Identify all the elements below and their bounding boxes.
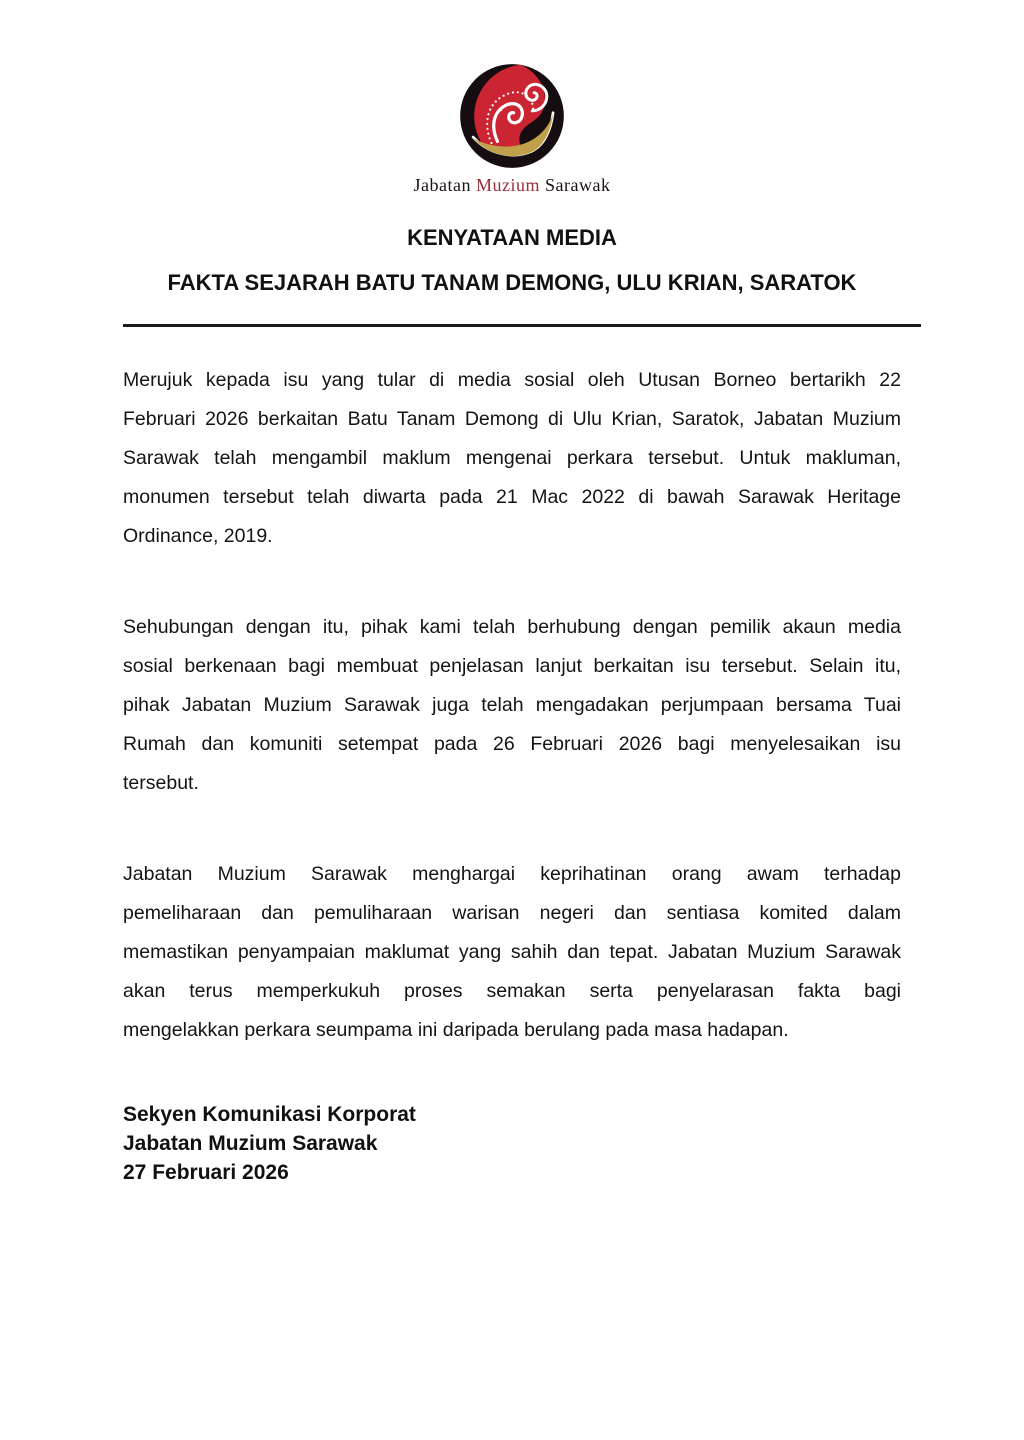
logo-caption-word: Jabatan (413, 175, 471, 195)
signature-line-section: Sekyen Komunikasi Korporat (123, 1103, 416, 1126)
paragraph-line: Februari 2026 berkaitan Batu Tanam Demong di Ulu Krian, Saratok, Jabatan Muzium (123, 408, 901, 430)
signature-line-department: Jabatan Muzium Sarawak (123, 1132, 378, 1155)
paragraph-line: sosial berkenaan bagi membuat penjelasan lanjut berkaitan isu tersebut. Selain itu, (123, 655, 901, 677)
signature-line-date: 27 Februari 2026 (123, 1161, 289, 1184)
logo-caption-word: Sarawak (545, 175, 611, 195)
document-subtitle: FAKTA SEJARAH BATU TANAM DEMONG, ULU KRIAN, SARATOK (167, 270, 857, 295)
logo-caption-word-muzium: Muzium (476, 175, 540, 195)
paragraph-3 (123, 855, 901, 1050)
paragraph-line: Sehubungan dengan itu, pihak kami telah berhubung dengan pemilik akaun media (123, 616, 901, 638)
paragraph-2 (123, 608, 901, 803)
document-title: KENYATAAN MEDIA (407, 225, 617, 250)
paragraph-1 (123, 361, 901, 556)
logo (123, 62, 901, 196)
paragraph-line: Merujuk kepada isu yang tular di media sosial oleh Utusan Borneo bertarikh 22 (123, 369, 901, 391)
paragraph-line: mengelakkan perkara seumpama ini daripada berulang pada masa hadapan. (123, 1019, 789, 1041)
signature-block (123, 1100, 901, 1187)
paragraph-line: pemeliharaan dan pemuliharaan warisan negeri dan sentiasa komited dalam (123, 902, 901, 924)
paragraph-line: Ordinance, 2019. (123, 525, 273, 547)
paragraph-line: tersebut. (123, 772, 199, 794)
title-divider (123, 324, 921, 327)
paragraph-line: monumen tersebut telah diwarta pada 21 Mac 2022 di bawah Sarawak Heritage (123, 486, 901, 508)
paragraph-line: Jabatan Muzium Sarawak menghargai keprihatinan orang awam terhadap (123, 863, 901, 885)
jabatan-muzium-sarawak-logo-icon (458, 62, 566, 170)
logo-caption (123, 175, 901, 196)
paragraph-line: Sarawak telah mengambil maklum mengenai perkara tersebut. Untuk makluman, (123, 447, 901, 469)
paragraph-line: Rumah dan komuniti setempat pada 26 Februari 2026 bagi menyelesaikan isu (123, 733, 901, 755)
paragraph-line: memastikan penyampaian maklumat yang sahih dan tepat. Jabatan Muzium Sarawak (123, 941, 901, 963)
paragraph-line: pihak Jabatan Muzium Sarawak juga telah mengadakan perjumpaan bersama Tuai (123, 694, 901, 716)
paragraph-line: akan terus memperkukuh proses semakan serta penyelarasan fakta bagi (123, 980, 901, 1002)
